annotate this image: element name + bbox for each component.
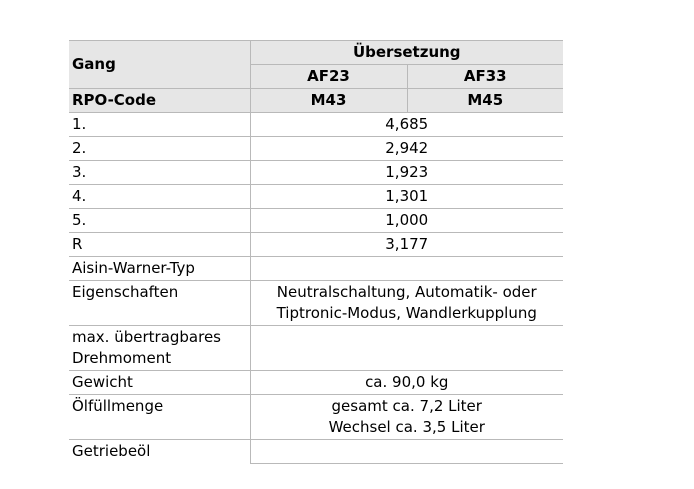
row-label: 2.: [69, 137, 250, 161]
row-value: [250, 440, 563, 464]
header-row-rpo: [69, 89, 563, 113]
row-label: max. übertragbares Drehmoment: [69, 326, 250, 371]
table-row: [69, 233, 563, 257]
table-row: [69, 257, 563, 281]
row-value: [250, 257, 563, 281]
gearbox-spec-table: [69, 40, 563, 464]
value-line-1: gesamt ca. 7,2 Liter: [331, 397, 482, 415]
row-value: 4,685: [250, 113, 563, 137]
header-row-1: [69, 41, 563, 65]
header-m45: M45: [407, 89, 563, 113]
table-row: [69, 209, 563, 233]
table-row: [69, 395, 563, 440]
row-label: 3.: [69, 161, 250, 185]
row-value: ca. 90,0 kg: [250, 371, 563, 395]
table-row: [69, 113, 563, 137]
row-value: 1,000: [250, 209, 563, 233]
row-label: Eigenschaften: [69, 281, 250, 326]
table-row: [69, 137, 563, 161]
row-value: [250, 326, 563, 371]
table-row: [69, 440, 563, 464]
table-row: [69, 326, 563, 371]
table-row: [69, 371, 563, 395]
row-label: 4.: [69, 185, 250, 209]
row-value: 1,923: [250, 161, 563, 185]
header-uebersetzung: Übersetzung: [250, 41, 563, 65]
header-m43: M43: [250, 89, 407, 113]
row-value: 2,942: [250, 137, 563, 161]
row-value: 3,177: [250, 233, 563, 257]
table-row: [69, 161, 563, 185]
row-label: 1.: [69, 113, 250, 137]
row-label: 5.: [69, 209, 250, 233]
row-value: [250, 395, 563, 440]
row-value: Neutralschaltung, Automatik- oder Tiptronic-Modus, Wandlerkupplung: [250, 281, 563, 326]
row-label: Getriebeöl: [69, 440, 250, 464]
row-label: Ölfüllmenge: [69, 395, 250, 440]
row-label: R: [69, 233, 250, 257]
table-row: [69, 281, 563, 326]
row-label: Aisin-Warner-Typ: [69, 257, 250, 281]
table-row: [69, 185, 563, 209]
row-label: Gewicht: [69, 371, 250, 395]
row-value: 1,301: [250, 185, 563, 209]
value-line-2: Wechsel ca. 3,5 Liter: [328, 418, 485, 436]
header-gang: Gang: [69, 41, 250, 89]
header-af33: AF33: [407, 65, 563, 89]
header-af23: AF23: [250, 65, 407, 89]
header-rpo-label: RPO-Code: [69, 89, 250, 113]
